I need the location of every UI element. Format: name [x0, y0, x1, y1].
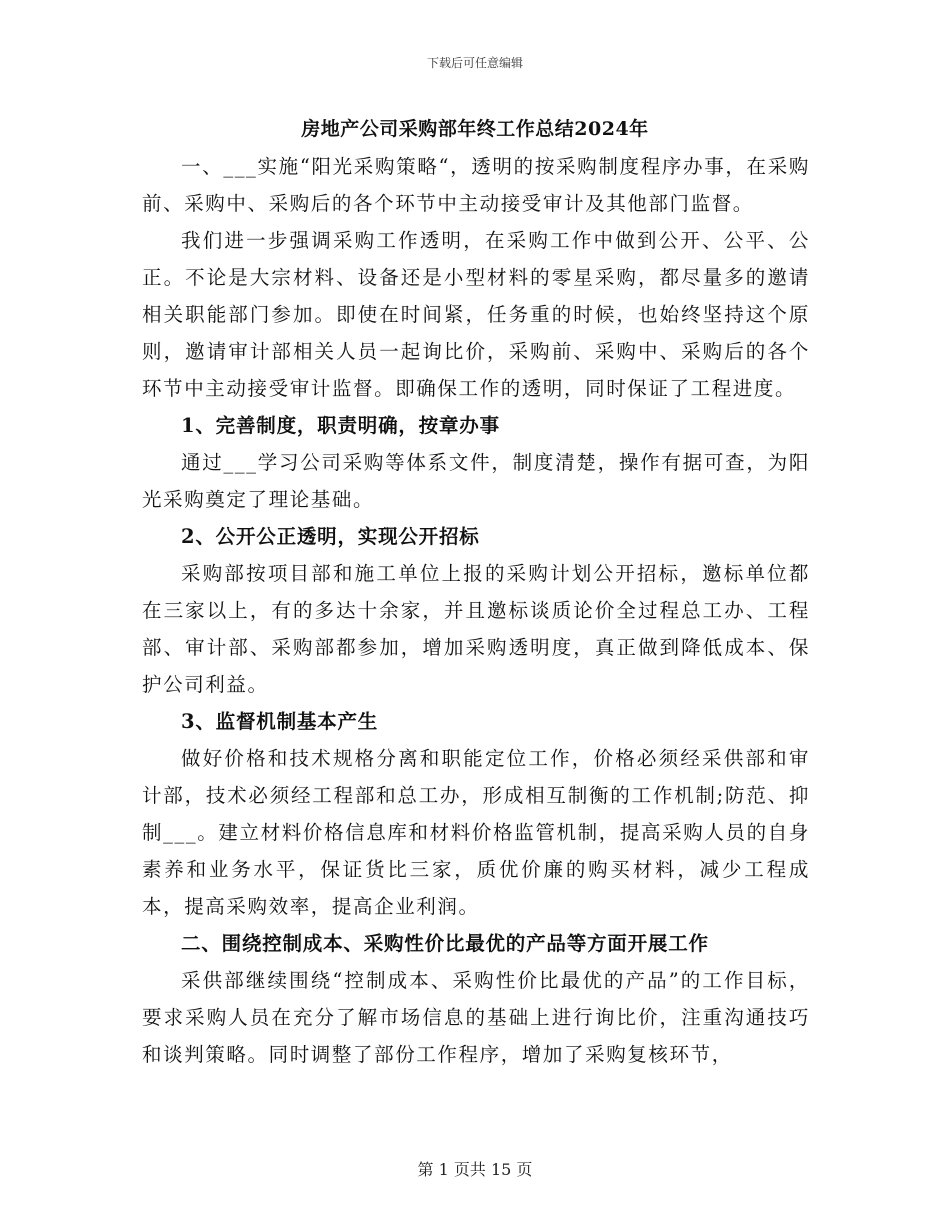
- heading-open-bidding: 2、公开公正透明，实现公开招标: [181, 525, 480, 548]
- page-number: 第 1 页共 15 页: [417, 1160, 533, 1179]
- paragraph-section-one-intro: 一、___实施“阳光采购策略“，透明的按采购制度程序办事，在采购前、采购中、采购后的各个环节中主动接受审计及其他部门监督。: [142, 155, 810, 215]
- heading-section-two: 二、围绕控制成本、采购性价比最优的产品等方面开展工作: [181, 932, 709, 955]
- document-body: [142, 148, 810, 1073]
- paragraph-supervision-mechanism: 做好价格和技术规格分离和职能定位工作，价格必须经采供部和审计部，技术必须经工程部和总工办，形成相互制衡的工作机制;防范、抑制___。建立材料价格信息库和材料价格监管机制，提高采购人员的自身素养和业务水平，保证货比三家，质优价廉的购买材料，减少工程成本，提高采购效率，提高企业利润。: [142, 747, 810, 918]
- paragraph-cost-control: 采供部继续围绕“控制成本、采购性价比最优的产品”的工作目标，要求采购人员在充分了解市场信息的基础上进行询比价，注重沟通技巧和谈判策略。同时调整了部份工作程序，增加了采购复核环节，: [142, 969, 810, 1066]
- header-note: 下载后可任意编辑: [426, 56, 523, 70]
- paragraph-transparency: 我们进一步强调采购工作透明，在采购工作中做到公开、公平、公正。不论是大宗材料、设备还是小型材料的零星采购，都尽量多的邀请相关职能部门参加。即使在时间紧，任务重的时候，也始终坚持这个原则，邀请审计部相关人员一起询比价，采购前、采购中、采购后的各个环节中主动接受审计监督。即确保工作的透明，同时保证了工程进度。: [142, 229, 810, 400]
- heading-supervision: 3、监督机制基本产生: [181, 710, 379, 733]
- document-title: 房地产公司采购部年终工作总结2024年: [301, 118, 649, 140]
- paragraph-study-documents: 通过___学习公司采购等体系文件，制度清楚，操作有据可查，为阳光采购奠定了理论基础。: [142, 451, 810, 511]
- paragraph-bidding-process: 采购部按项目部和施工单位上报的采购计划公开招标，邀标单位都在三家以上，有的多达十余家，并且邀标谈质论价全过程总工办、工程部、审计部、采购部都参加，增加采购透明度，真正做到降低成本、保护公司利益。: [142, 562, 810, 696]
- heading-improve-system: 1、完善制度，职责明确，按章办事: [181, 414, 500, 437]
